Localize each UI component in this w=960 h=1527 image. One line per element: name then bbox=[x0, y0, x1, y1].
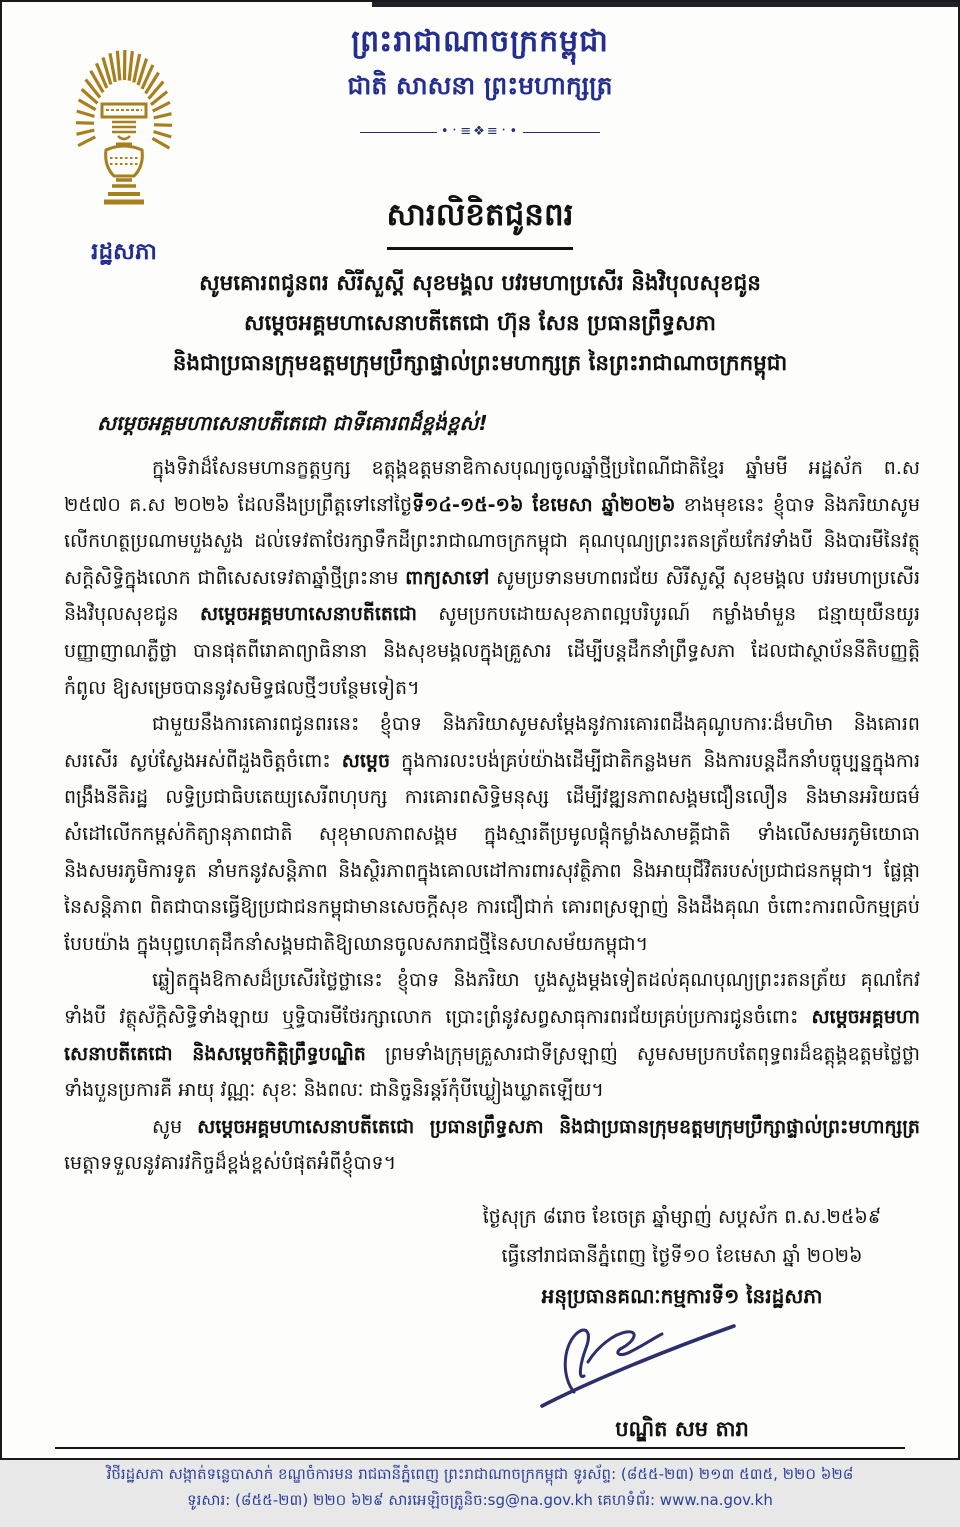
ornamental-divider bbox=[360, 126, 600, 138]
paragraph-2: ជាមួយនឹងការគោរពជូនពរនេះ ខ្ញុំបាទ និងភរិយាសូមសម្ដែងនូវការគោរពដឹងគុណូបការៈដ៏មហិមា និងគោរពសរសើរ ស្ងប់ស្ងែងអស់ពីដួងចិត្តចំពោះ សម្ដេច ក្នុងការលះបង់គ្រប់យ៉ាងដើម្បីជាតិកន្លងមក និងការបន្តដឹកនាំបច្ចុប្បន្នក្នុងការពង្រឹងនីតិរដ្ឋ លទ្ធិប្រជាធិបតេយ្យសេរីពហុបក្ស ការគោរពសិទ្ធិមនុស្ស ដើម្បីវឌ្ឍនភាពសង្គមជឿនលឿន និងមានអរិយធម៌ សំដៅលើកកម្ពស់កិត្យានុភាពជាតិ សុខុមាលភាពសង្គម ក្នុងស្មារតីប្រមូលផ្តុំកម្លាំងសាមគ្គីជាតិ ទាំងលើសមរភូមិយោធា និងសមរភូមិការទូត នាំមកនូវសន្តិភាព និងស្ថិរភាពក្នុងគោលដៅការពារសុវត្ថិភាព និងអាយុជីវិតរបស់ប្រជាជនកម្ពុជា។ ផ្លែផ្កានៃសន្តិភាព ពិតជាបានធ្វើឱ្យប្រជាជនកម្ពុជាមានសេចក្ដីសុខ ការជឿជាក់ គោរពស្រឡាញ់ និងដឹងគុណ ចំពោះការពលិកម្មគ្រប់បែបយ៉ាង ក្នុងបុព្វហេតុដឹកនាំសង្គមជាតិឱ្យឈានចូលសករាជថ្មីនៃសហសម័យកម្ពុជា។ bbox=[64, 706, 920, 962]
signature-area bbox=[432, 1316, 932, 1414]
closing-block bbox=[432, 1198, 932, 1447]
addressee-block bbox=[2, 264, 958, 384]
page-footer bbox=[2, 1447, 958, 1527]
letter-body bbox=[64, 450, 920, 1182]
addressee-line-2: សម្ដេចអគ្គមហាសេនាបតីតេជោ ហ៊ុន សែន ប្រធានព្រឹទ្ធសភា bbox=[2, 304, 958, 344]
divider-ornament: •᛫≡❖≡᛫• bbox=[437, 126, 523, 138]
footer-contact-line: ទូរសារ: (៨៥៥-២៣) ២២០ ៦២៩ សារអេឡិចត្រូនិច:sg@na.gov.kh គេហទំព័រ: www.na.gov.kh bbox=[2, 1487, 958, 1513]
paragraph-4: សូម សម្ដេចអគ្គមហាសេនាបតីតេជោ ប្រធានព្រឹទ្ធសភា និងជាប្រធានក្រុមឧត្តមក្រុមប្រឹក្សាផ្ទាល់ព្រះមហាក្សត្រ មេត្តាទទួលនូវគារវកិច្ចដ៏ខ្ពង់ខ្ពស់បំផុតអំពីខ្ញុំបាទ។ bbox=[64, 1109, 920, 1182]
signer-role: អនុប្រធានគណៈកម្មការទី១ នៃរដ្ឋសភា bbox=[432, 1276, 932, 1316]
letter-title: សារលិខិតជូនពរ bbox=[387, 196, 574, 250]
place-date-line: ធ្វើនៅរាជធានីភ្នំពេញ ថ្ងៃទី១០ ខែមេសា ឆ្នាំ ២០២៦ bbox=[432, 1237, 932, 1276]
divider-line-right bbox=[523, 132, 600, 133]
salutation: សម្ដេចអគ្គមហាសេនាបតីតេជោ ជាទីគោរពដ៏ខ្ពង់ខ្ពស់! bbox=[97, 410, 918, 440]
divider-line-left bbox=[360, 132, 437, 133]
paragraph-1: ក្នុងទិវាដ៏សែនមហានក្ខត្តឫក្ស ឧត្តុង្គឧត្តមនាឌិកាសបុណ្យចូលឆ្នាំថ្មីប្រពៃណីជាតិខ្មែរ ឆ្នាំមមី អដ្ឋស័ក ព.ស ២៥៧០ គ.ស ២០២៦ ដែលនឹងប្រព្រឹត្តទៅនៅថ្ងៃទី១៤-១៥-១៦ ខែមេសា ឆ្នាំ២០២៦ ខាងមុខនេះ ខ្ញុំបាទ និងភរិយាសូមលើកហត្ថប្រណាមបួងសួង ដល់ទេវតាថែរក្សាទឹកដីព្រះរាជាណាចក្រកម្ពុជា គុណបុណ្យព្រះរតនត្រ័យកែវទាំងបី និងបារមីនៃវត្ថុសក្តិសិទ្ធិក្នុងលោក ជាពិសេសទេវតាឆ្នាំថ្មីព្រះនាម ពាក្យសាទៅ សូមប្រទានមហាពរជ័យ សិរីសួស្ដី សុខមង្គល បវរមហាប្រសើរ និងវិបុលសុខជូន សម្ដេចអគ្គមហាសេនាបតីតេជោ សូមប្រកបដោយសុខភាពល្អបរិបូរណ៍ កម្លាំងមាំមួន ជន្មាយុយឺនយូរ បញ្ញាញាណភ្លឺថ្លា បានផុតពីរោគាព្យាធិនានា និងសុខមង្គលក្នុងគ្រួសារ ដើម្បីបន្តដឹកនាំព្រឹទ្ធសភា ដែលជាស្ថាប័ននីតិបញ្ញត្តិកំពូល ឱ្យសម្រេចបាននូវសមិទ្ធផលថ្មីៗបន្ថែមទៀត។ bbox=[64, 450, 920, 706]
paragraph-3: ឆ្លៀតក្នុងឱកាសដ៏ប្រសើរថ្លៃថ្លានេះ ខ្ញុំបាទ និងភរិយា បួងសួងម្ដងទៀតដល់គុណបុណ្យព្រះរតនត្រ័យ គុណកែវទាំងបី វត្ថុស័ក្តិសិទ្ធិទាំងឡាយ ឬទ្ធិបារមីថែរក្សាលោក ប្រោះព្រំនូវសព្វសាធុការពរជ័យគ្រប់ប្រការជូនចំពោះ សម្ដេចអគ្គមហាសេនាបតីតេជោ និងសម្ដេចកិត្តិព្រឹទ្ធបណ្ឌិត ព្រមទាំងក្រុមគ្រួសារជាទីស្រឡាញ់ សូមសមប្រកបតែពុទ្ធពរដ៏ឧត្តុង្គឧត្តមថ្លៃថ្លាទាំងបួនប្រការគឺ អាយុ វណ្ណៈ សុខៈ និងពលៈ ជានិច្ចនិរន្តរ៍កុំបីឃ្លៀងឃ្លាតឡើយ។ bbox=[64, 962, 920, 1108]
footer-rule bbox=[55, 1447, 906, 1449]
document-header bbox=[2, 2, 958, 138]
lunar-date-line: ថ្ងៃសុក្រ ៨រោច ខែចេត្រ ឆ្នាំម្សាញ់ សប្តស័ក ព.ស.២៥៦៩ bbox=[432, 1198, 932, 1237]
assembly-label: រដ្ឋសភា bbox=[64, 238, 184, 271]
handwritten-signature bbox=[522, 1318, 782, 1414]
addressee-line-3: និងជាប្រធានក្រុមឧត្តមក្រុមប្រឹក្សាផ្ទាល់ព្រះមហាក្សត្រ នៃព្រះរាជាណាចក្រកម្ពុជា bbox=[2, 344, 958, 384]
signer-name: បណ្ឌិត សម តារា bbox=[432, 1416, 932, 1447]
addressee-line-1: សូមគោរពជូនពរ សិរីសួស្ដី សុខមង្គល បវរមហាប្រសើរ និងវិបុលសុខជូន bbox=[2, 264, 958, 304]
kingdom-title: ព្រះរាជាណាចក្រកម្ពុជា bbox=[2, 22, 958, 62]
national-motto: ជាតិ សាសនា ព្រះមហាក្សត្រ bbox=[2, 68, 958, 104]
footer-address-line: វិថីរដ្ឋសភា សង្កាត់ទន្លេបាសាក់ ខណ្ឌចំការមន រាជធានីភ្នំពេញ ព្រះរាជាណាចក្រកម្ពុជា ទូរស័ព្ទ: (៨៥៥-២៣) ២១៣ ៥៣៥, ២២០ ៦២៨ bbox=[2, 1461, 958, 1487]
